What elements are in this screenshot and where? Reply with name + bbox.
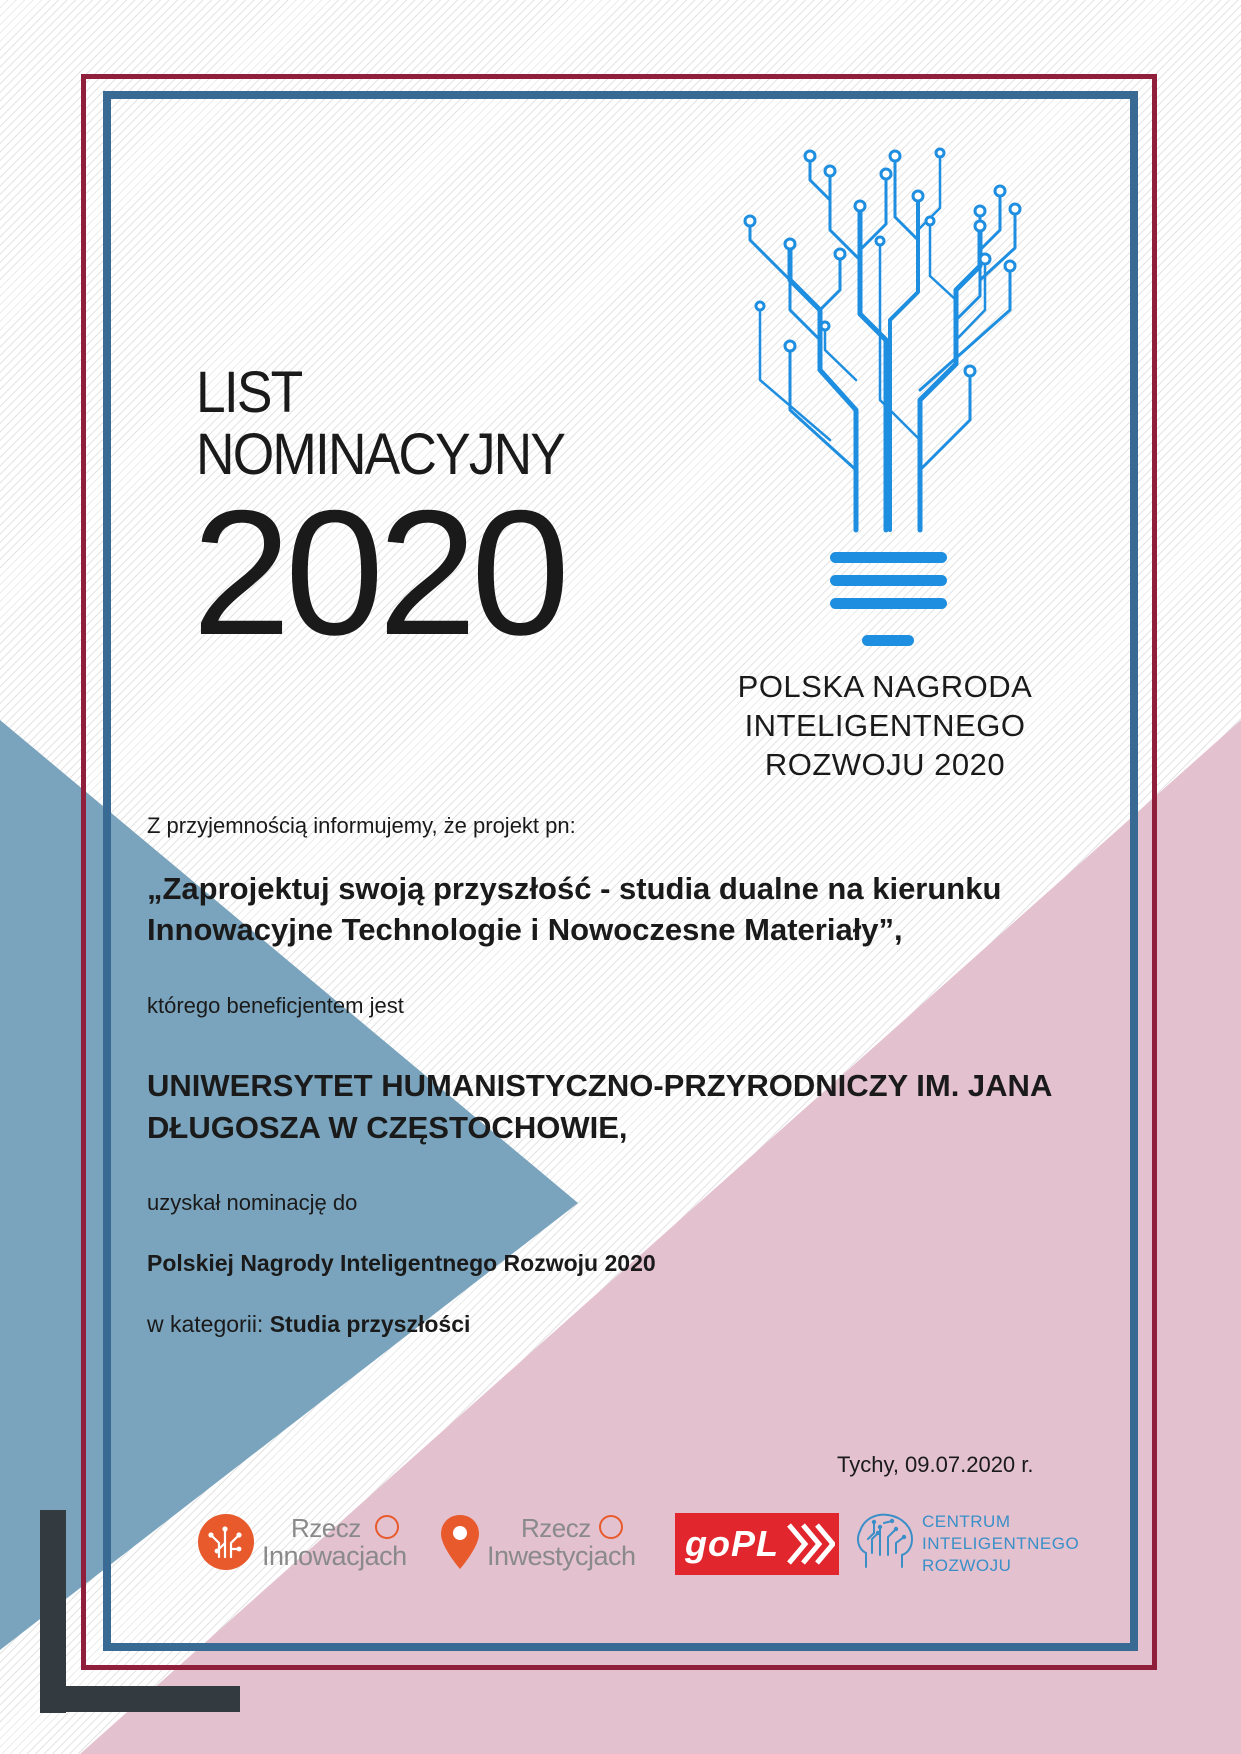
letter-o-circle bbox=[599, 1515, 623, 1539]
nomination-intro: uzyskał nominację do bbox=[147, 1190, 358, 1215]
dateline: Tychy, 09.07.2020 r. bbox=[837, 1452, 1034, 1477]
centrum-line2: INTELIGENTNEGO bbox=[922, 1534, 1080, 1553]
beneficiary-name-line1: UNIWERSYTET HUMANISTYCZNO-PRZYRODNICZY IM. JANA bbox=[147, 1068, 1053, 1103]
centrum-line1: CENTRUM bbox=[922, 1512, 1011, 1531]
heading-nominacyjny: NOMINACYJNY bbox=[196, 422, 565, 487]
corner-bracket-horizontal bbox=[40, 1686, 240, 1712]
project-title-line1: „Zaprojektuj swoją przyszłość - studia dualne na kierunku bbox=[147, 871, 1002, 906]
beneficiary-intro: którego beneficjentem jest bbox=[147, 993, 404, 1018]
project-title-line2: Innowacyjne Technologie i Nowoczesne Materiały”, bbox=[147, 912, 903, 947]
rzecz-o-innowacjach-logo bbox=[197, 1505, 432, 1575]
centrum-line3: ROZWOJU bbox=[922, 1556, 1012, 1575]
rzecz-o-inwestycjach-bottom: Inwestycjach bbox=[487, 1541, 636, 1571]
brain-circuit-icon bbox=[854, 1509, 916, 1573]
centrum-inteligentnego-rozwoju-logo bbox=[854, 1505, 1080, 1575]
beneficiary-name bbox=[147, 1065, 1052, 1149]
letter-o-circle bbox=[375, 1515, 399, 1539]
chevrons-icon bbox=[785, 1521, 835, 1567]
award-full-name: Polskiej Nagrody Inteligentnego Rozwoju 2020 bbox=[147, 1250, 656, 1276]
rzecz-o-innowacjach-top: Rzecz bbox=[291, 1513, 361, 1543]
gopl-logo bbox=[675, 1513, 839, 1575]
category-line bbox=[147, 1311, 470, 1338]
gopl-text: goPL bbox=[685, 1523, 779, 1564]
project-title bbox=[147, 868, 1001, 950]
award-logo-text bbox=[700, 667, 1070, 784]
rzecz-o-innowacjach-bottom: Innowacjach bbox=[262, 1541, 407, 1571]
rzecz-o-inwestycjach-top: Rzecz bbox=[521, 1513, 591, 1543]
category-value: Studia przyszłości bbox=[269, 1311, 471, 1337]
centrum-text bbox=[922, 1511, 1079, 1577]
award-logo-line1: POLSKA NAGRODA bbox=[737, 669, 1033, 704]
heading-list: LIST bbox=[196, 360, 302, 425]
circuit-head-icon bbox=[197, 1513, 255, 1571]
award-logo-line3: ROZWOJU 2020 bbox=[764, 747, 1006, 782]
rzecz-o-inwestycjach-logo bbox=[439, 1505, 659, 1575]
document-heading bbox=[192, 360, 596, 672]
category-label: w kategorii: bbox=[147, 1311, 264, 1337]
lightbulb-circuit-icon bbox=[730, 140, 1050, 650]
beneficiary-name-line2: DŁUGOSZA W CZĘSTOCHOWIE, bbox=[147, 1110, 628, 1145]
corner-bracket-vertical bbox=[40, 1510, 66, 1713]
award-logo-line2: INTELIGENTNEGO bbox=[744, 708, 1026, 743]
intro-text: Z przyjemnością informujemy, że projekt pn: bbox=[147, 813, 576, 838]
heading-year: 2020 bbox=[192, 473, 564, 672]
